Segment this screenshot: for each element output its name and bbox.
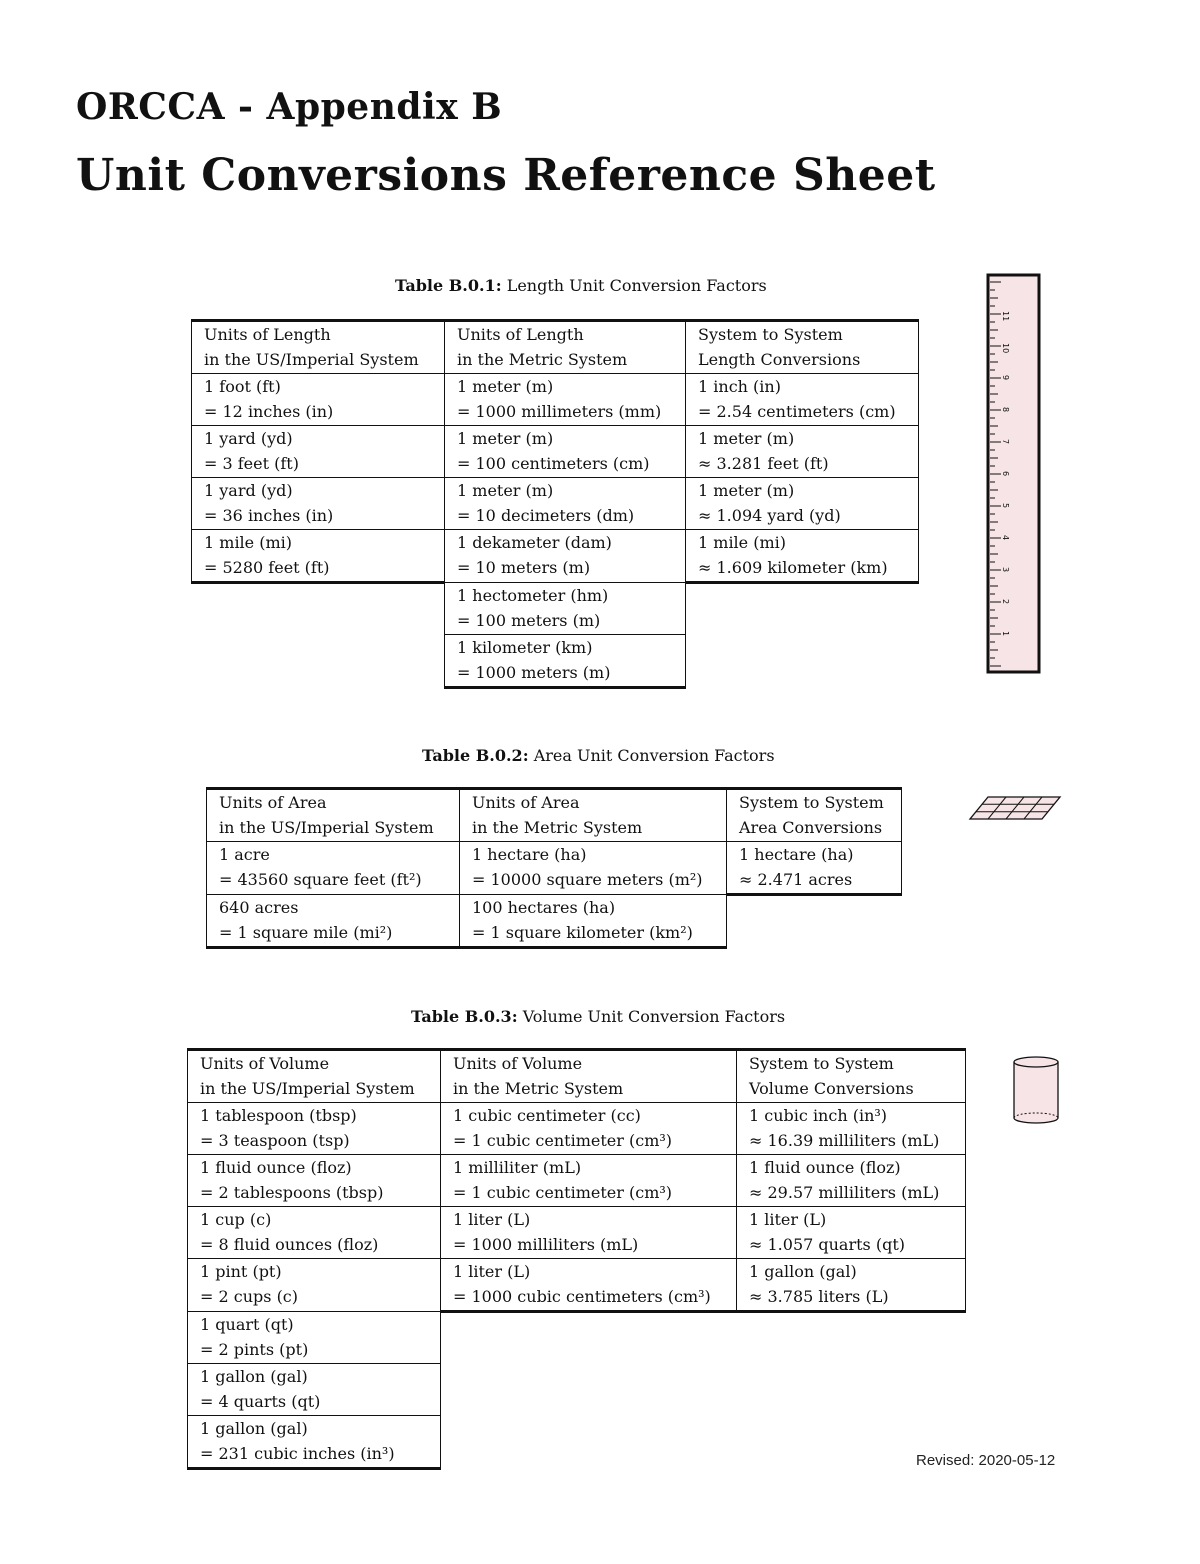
cell-line: 100 hectares (ha)	[472, 898, 616, 917]
header-line: System to System	[698, 325, 843, 344]
ruler-label: 5	[1001, 503, 1010, 509]
empty-cell	[727, 895, 902, 948]
table-row	[207, 895, 902, 948]
cell-line: 1 foot (ft)	[204, 377, 281, 396]
cell-line: ≈ 3.281 feet (ft)	[698, 453, 829, 473]
cell-line: = 10 decimeters (dm)	[457, 505, 635, 525]
cell-line: ≈ 1.057 quarts (qt)	[749, 1234, 905, 1254]
area-grid-icon	[966, 794, 1062, 822]
volume-table-caption	[411, 1007, 785, 1026]
ruler-label: 9	[1001, 375, 1010, 381]
area-caption-text: Area Unit Conversion Factors	[533, 746, 775, 765]
metric-cell	[445, 635, 686, 688]
length-caption-label: Table B.0.1:	[395, 276, 502, 295]
cell-line: = 10000 square meters (m²)	[472, 869, 703, 889]
header-cell	[188, 1050, 441, 1103]
cell-line: 1 milliliter (mL)	[453, 1158, 582, 1177]
cell-line: 1 inch (in)	[698, 377, 781, 396]
cell-line: ≈ 1.094 yard (yd)	[698, 505, 841, 525]
area-caption-label: Table B.0.2:	[422, 746, 529, 765]
table-row	[192, 635, 919, 688]
area-table-caption	[422, 746, 775, 765]
header-line: in the Metric System	[457, 349, 628, 369]
empty-cell	[441, 1416, 737, 1469]
us-cell	[192, 530, 445, 583]
ruler-label: 1	[1001, 631, 1010, 637]
metric-cell	[445, 426, 686, 478]
cell-line: = 1 cubic centimeter (cm³)	[453, 1130, 673, 1150]
header-line: in the US/Imperial System	[219, 817, 434, 837]
table-row	[207, 842, 902, 895]
us-cell	[188, 1259, 441, 1312]
system-cell	[686, 478, 919, 530]
header-line: Length Conversions	[698, 349, 861, 369]
header-line: Area Conversions	[739, 817, 883, 837]
table-header-row	[207, 789, 902, 842]
us-cell	[188, 1207, 441, 1259]
cell-line: = 100 meters (m)	[457, 610, 601, 630]
cell-line: ≈ 1.609 kilometer (km)	[698, 557, 888, 577]
cell-line: 1 gallon (gal)	[749, 1262, 857, 1281]
ruler-label: 2	[1001, 599, 1010, 605]
cell-line: 1 cubic centimeter (cc)	[453, 1106, 641, 1125]
cell-line: ≈ 29.57 milliliters (mL)	[749, 1182, 940, 1202]
header-cell	[737, 1050, 966, 1103]
cell-line: 1 yard (yd)	[204, 429, 293, 448]
metric-cell	[441, 1259, 737, 1312]
area-conversion-table	[206, 787, 902, 949]
cell-line: = 4 quarts (qt)	[200, 1391, 321, 1411]
table-header-row	[188, 1050, 966, 1103]
header-cell	[207, 789, 460, 842]
us-cell	[188, 1416, 441, 1469]
volume-conversion-table	[187, 1048, 966, 1470]
header-line: Units of Length	[457, 325, 584, 344]
ruler-label: 7	[1001, 439, 1010, 445]
cell-line: = 2 cups (c)	[200, 1286, 299, 1306]
us-cell	[188, 1312, 441, 1364]
system-cell	[686, 530, 919, 583]
cell-line: 1 hectare (ha)	[472, 845, 587, 864]
cell-line: = 231 cubic inches (in³)	[200, 1443, 395, 1463]
header-line: Volume Conversions	[749, 1078, 914, 1098]
header-line: in the US/Imperial System	[204, 349, 419, 369]
cell-line: 1 liter (L)	[749, 1210, 827, 1229]
metric-cell	[441, 1155, 737, 1207]
cell-line: 1 fluid ounce (floz)	[200, 1158, 352, 1177]
empty-cell	[686, 635, 919, 688]
ruler-icon	[985, 272, 1043, 676]
revised-date: Revised: 2020-05-12	[916, 1452, 1056, 1469]
table-row	[192, 426, 919, 478]
cell-line: = 2 tablespoons (tbsp)	[200, 1182, 384, 1202]
cell-line: 1 fluid ounce (floz)	[749, 1158, 901, 1177]
cell-line: = 12 inches (in)	[204, 401, 334, 421]
metric-cell	[445, 583, 686, 635]
empty-cell	[737, 1364, 966, 1416]
table-row	[188, 1207, 966, 1259]
header-cell	[445, 321, 686, 374]
system-cell	[686, 374, 919, 426]
cell-line: 1 meter (m)	[698, 481, 795, 500]
empty-cell	[737, 1312, 966, 1364]
system-cell	[727, 842, 902, 895]
header-line: Units of Area	[472, 793, 580, 812]
header-line: Units of Area	[219, 793, 327, 812]
header-line: in the US/Imperial System	[200, 1078, 415, 1098]
header-cell	[441, 1050, 737, 1103]
cell-line: 1 pint (pt)	[200, 1262, 282, 1281]
length-table-caption	[395, 276, 767, 295]
empty-cell	[686, 583, 919, 635]
header-line: Units of Length	[204, 325, 331, 344]
table-row	[188, 1416, 966, 1469]
empty-cell	[441, 1312, 737, 1364]
table-row	[192, 583, 919, 635]
us-cell	[188, 1364, 441, 1416]
us-cell	[188, 1103, 441, 1155]
cell-line: ≈ 2.471 acres	[739, 869, 853, 889]
cell-line: = 3 teaspoon (tsp)	[200, 1130, 350, 1150]
volume-caption-label: Table B.0.3:	[411, 1007, 518, 1026]
us-cell	[207, 895, 460, 948]
cell-line: ≈ 3.785 liters (L)	[749, 1286, 889, 1306]
cell-line: = 10 meters (m)	[457, 557, 591, 577]
header-line: System to System	[739, 793, 884, 812]
system-cell	[737, 1155, 966, 1207]
table-row	[188, 1259, 966, 1312]
table-row	[192, 478, 919, 530]
cell-line: 1 cubic inch (in³)	[749, 1106, 888, 1125]
cell-line: 1 mile (mi)	[204, 533, 292, 552]
cell-line: 640 acres	[219, 898, 299, 917]
page-subtitle: Unit Conversions Reference Sheet	[76, 150, 936, 201]
cell-line: = 100 centimeters (cm)	[457, 453, 650, 473]
ruler-label: 10	[1001, 343, 1010, 354]
cell-line: 1 tablespoon (tbsp)	[200, 1106, 357, 1125]
metric-cell	[445, 530, 686, 583]
cell-line: 1 mile (mi)	[698, 533, 786, 552]
header-cell	[686, 321, 919, 374]
cell-line: 1 meter (m)	[457, 377, 554, 396]
cell-line: 1 dekameter (dam)	[457, 533, 612, 552]
metric-cell	[445, 478, 686, 530]
us-cell	[192, 374, 445, 426]
system-cell	[737, 1259, 966, 1312]
volume-caption-text: Volume Unit Conversion Factors	[522, 1007, 786, 1026]
metric-cell	[460, 895, 727, 948]
ruler-label: 6	[1001, 471, 1010, 477]
cell-line: = 1000 millimeters (mm)	[457, 401, 662, 421]
cell-line: 1 hectare (ha)	[739, 845, 854, 864]
cell-line: ≈ 16.39 milliliters (mL)	[749, 1130, 940, 1150]
cell-line: 1 yard (yd)	[204, 481, 293, 500]
header-cell	[727, 789, 902, 842]
ruler-label: 4	[1001, 535, 1010, 541]
cell-line: = 43560 square feet (ft²)	[219, 869, 422, 889]
us-cell	[192, 478, 445, 530]
metric-cell	[445, 374, 686, 426]
length-caption-text: Length Unit Conversion Factors	[506, 276, 767, 295]
system-cell	[737, 1103, 966, 1155]
empty-cell	[441, 1364, 737, 1416]
table-row	[192, 374, 919, 426]
table-row	[188, 1364, 966, 1416]
system-cell	[737, 1207, 966, 1259]
cell-line: 1 hectometer (hm)	[457, 586, 609, 605]
metric-cell	[441, 1207, 737, 1259]
cell-line: 1 meter (m)	[457, 481, 554, 500]
cell-line: = 1000 cubic centimeters (cm³)	[453, 1286, 711, 1306]
cell-line: 1 meter (m)	[698, 429, 795, 448]
header-line: System to System	[749, 1054, 894, 1073]
empty-cell	[192, 583, 445, 635]
table-row	[188, 1155, 966, 1207]
cell-line: 1 quart (qt)	[200, 1315, 294, 1334]
header-line: Units of Volume	[453, 1054, 583, 1073]
page-title: ORCCA - Appendix B	[76, 86, 503, 128]
table-header-row	[192, 321, 919, 374]
table-row	[192, 530, 919, 583]
us-cell	[188, 1155, 441, 1207]
cell-line: 1 meter (m)	[457, 429, 554, 448]
ruler-label: 11	[1001, 311, 1010, 322]
cell-line: = 5280 feet (ft)	[204, 557, 330, 577]
header-line: in the Metric System	[472, 817, 643, 837]
header-cell	[192, 321, 445, 374]
cell-line: = 36 inches (in)	[204, 505, 334, 525]
empty-cell	[192, 635, 445, 688]
ruler-label: 3	[1001, 567, 1010, 573]
cell-line: 1 acre	[219, 845, 270, 864]
header-cell	[460, 789, 727, 842]
cell-line: = 2 pints (pt)	[200, 1339, 309, 1359]
metric-cell	[460, 842, 727, 895]
us-cell	[207, 842, 460, 895]
us-cell	[192, 426, 445, 478]
cell-line: = 1 square kilometer (km²)	[472, 922, 693, 942]
cell-line: 1 gallon (gal)	[200, 1419, 308, 1438]
cell-line: = 1 square mile (mi²)	[219, 922, 393, 942]
metric-cell	[441, 1103, 737, 1155]
cell-line: = 1 cubic centimeter (cm³)	[453, 1182, 673, 1202]
length-conversion-table	[191, 319, 919, 689]
cell-line: = 3 feet (ft)	[204, 453, 299, 473]
cylinder-icon	[1010, 1054, 1062, 1126]
table-row	[188, 1103, 966, 1155]
ruler-label: 8	[1001, 407, 1010, 413]
cell-line: 1 liter (L)	[453, 1262, 531, 1281]
header-line: in the Metric System	[453, 1078, 624, 1098]
cell-line: 1 cup (c)	[200, 1210, 272, 1229]
cell-line: 1 kilometer (km)	[457, 638, 593, 657]
cell-line: 1 gallon (gal)	[200, 1367, 308, 1386]
table-row	[188, 1312, 966, 1364]
cell-line: = 1000 meters (m)	[457, 662, 611, 682]
cell-line: = 8 fluid ounces (floz)	[200, 1234, 379, 1254]
header-line: Units of Volume	[200, 1054, 330, 1073]
cell-line: = 1000 milliliters (mL)	[453, 1234, 639, 1254]
system-cell	[686, 426, 919, 478]
cell-line: = 2.54 centimeters (cm)	[698, 401, 896, 421]
cell-line: 1 liter (L)	[453, 1210, 531, 1229]
